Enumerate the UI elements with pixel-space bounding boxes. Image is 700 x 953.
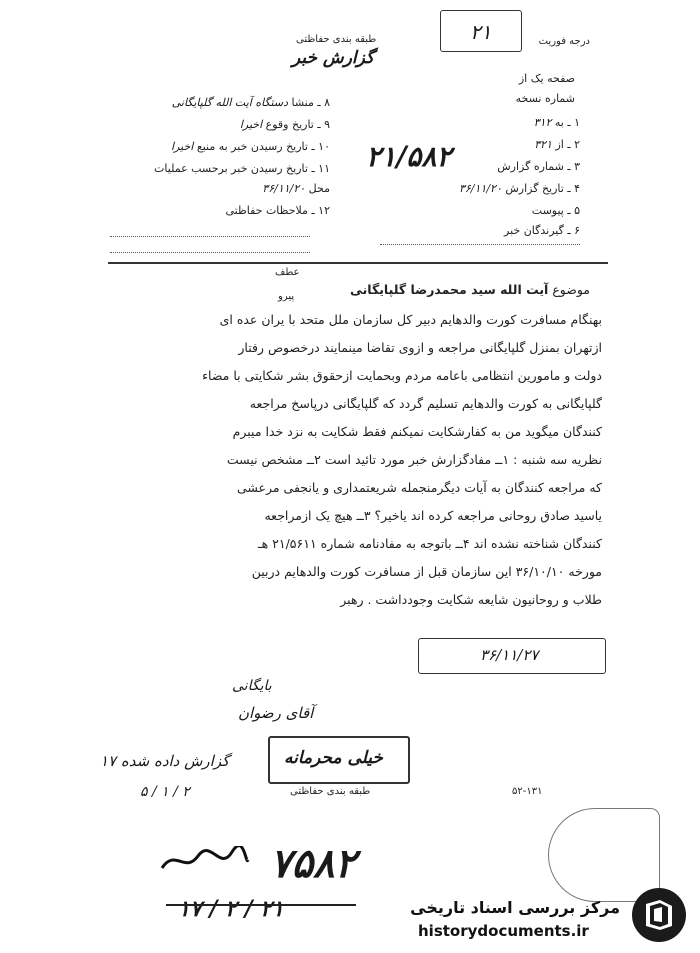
dotted-line <box>110 252 310 253</box>
priority-handwriting: ۲۱ <box>470 20 492 44</box>
dotted-line <box>110 236 310 237</box>
body-line: دولت و مامورین انتظامی باعامه مردم وبحمایت ازحقوق بشر شکایتی با مضاء <box>202 368 602 383</box>
form-code: ۵۲-۱۳۱ <box>512 786 543 797</box>
field-9: ۹ ـ تاریخ وقوع اخیرا <box>239 118 330 131</box>
field-4: ۴ ـ تاریخ گزارش ۳۶/۱۱/۲۰ <box>458 182 580 195</box>
field-11: ۱۱ ـ تاریخ رسیدن خبر برحسب عملیات <box>154 162 330 175</box>
received-stamp-date: ۳۶/۱۱/۲۷ <box>480 646 539 664</box>
report-type-title: گزارش خبر <box>292 48 375 68</box>
body-line: کنندگان میگوید من به کفارشکایت نمیکنم فقط شکایت به نزد خدا میبرم <box>232 424 602 439</box>
body-line: طلاب و روحانیون شایعه شکایت وجودداشت . رهبر <box>340 592 602 607</box>
bottom-handwritten-date: ۱۷ / ۲ / ۲۱ <box>178 896 284 922</box>
footer-org-name: مرکز بررسی اسناد تاریخی <box>410 898 620 917</box>
body-line: که مراجعه کنندگان به آیات دیگرمنجمله شریعتمداری و یانجفی مرعشی <box>236 480 602 495</box>
subject-line: موضوع آیت الله سید محمدرضا گلپایگانی <box>349 282 590 297</box>
report-number-handwritten: ۲۱/۵۸۲ <box>366 140 452 173</box>
big-handwritten-number: ۷۵۸۲ <box>270 840 356 887</box>
handwritten-note: ۱۷ گزارش داده شده <box>100 752 230 770</box>
field-2: ۲ ـ از ۳۲۱ <box>534 138 580 151</box>
field-place: محل ۳۶/۱۱/۲۰ <box>262 182 330 195</box>
body-line: مورخه ۳۶/۱۰/۱۰ این سازمان قبل از مسافرت کورت والدهایم دربین <box>251 564 602 579</box>
body-line: بهنگام مسافرت کورت والدهایم دبیر کل سازمان ملل متحد با یران عده ای <box>219 312 602 327</box>
ref-top: عطف <box>275 267 300 278</box>
bottom-classification-label: طبقه بندی حفاظتی <box>290 786 371 797</box>
strike-line <box>166 904 356 906</box>
footer-website: historydocuments.ir <box>418 922 589 940</box>
priority-label: درجه فوریت <box>538 36 590 47</box>
subject-value: آیت الله سید محمدرضا گلپایگانی <box>349 282 549 297</box>
handwritten-note: آقای رضوان <box>238 704 314 722</box>
field-6: ۶ ـ گیرندگان خبر <box>504 224 580 237</box>
body-line: کنندگان شناخته نشده اند ۴ــ باتوجه به مفادنامه شماره ۲۱/۵۶۱۱ هـ <box>257 536 602 551</box>
classification-title: طبقه بندی حفاظتی <box>296 34 377 45</box>
copy-label: شماره نسخه <box>515 92 575 105</box>
body-line: ازتهران بمنزل گلپایگانی مراجعه و ازوی تقاضا مینمایند درخصوص رفتار <box>238 340 602 355</box>
classification-stamp-text: خیلی محرمانه <box>284 748 383 768</box>
header-separator <box>108 262 608 264</box>
body-line: نظریه سه شنبه : ۱ــ مفادگزارش خبر مورد تائید است ۲ــ مشخص نیست <box>226 452 602 467</box>
history-documents-logo-icon <box>630 886 688 944</box>
field-12: ۱۲ ـ ملاحظات حفاظتی <box>225 204 330 217</box>
handwritten-note: بایگانی <box>232 678 272 694</box>
body-text <box>110 312 602 632</box>
field-3: ۳ ـ شماره گزارش <box>497 160 580 173</box>
dotted-line <box>380 244 580 245</box>
ref-bottom: پیرو <box>278 291 295 302</box>
body-line: گلپایگانی به کورت والدهایم تسلیم گردد که گلپایگانی درپاسخ مراجعه <box>249 396 602 411</box>
page-label: صفحه یک از <box>518 72 575 85</box>
signature-scribble <box>160 846 250 876</box>
body-line: یاسید صادق روحانی مراجعه کرده اند یاخیر؟ ۳ــ هیچ یک ازمراجعه <box>264 508 602 523</box>
field-1: ۱ ـ به ۳۱۲ <box>533 116 580 129</box>
field-5: ۵ ـ پیوست <box>531 204 580 217</box>
field-8: ۸ ـ منشا دستگاه آیت الله گلپایگانی <box>171 96 330 109</box>
field-10: ۱۰ ـ تاریخ رسیدن خبر به منبع اخیرا <box>171 140 330 153</box>
handwritten-note: ۵ / ۱ / ۲ <box>140 784 190 800</box>
